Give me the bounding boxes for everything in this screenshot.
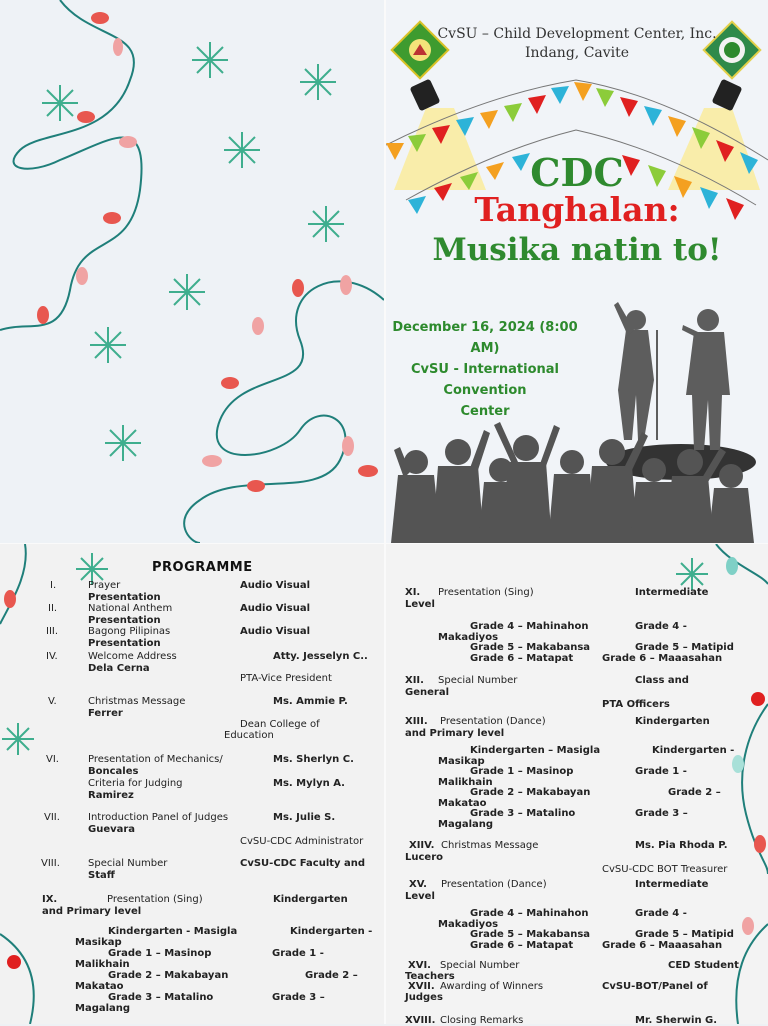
programme-section: Grade 2 – Makabayan	[470, 787, 591, 798]
programme-section-name: Malikhain	[438, 777, 493, 788]
venue-line-1: CvSU - International	[410, 362, 560, 377]
programme-presenter-cont: Presentation	[88, 592, 161, 603]
programme-number: XI.	[405, 587, 421, 598]
programme-presenter-role: CvSU-CDC BOT Treasurer	[602, 864, 728, 875]
programme-presenter: CED Student	[668, 960, 739, 971]
programme-section-right: Kindergarten -	[652, 745, 735, 756]
programme-number: I.	[50, 580, 57, 591]
programme-item: Presentation (Sing)	[107, 894, 203, 905]
programme-presenter: Kindergarten	[635, 716, 710, 727]
programme-section: Kindergarten - Masigla	[108, 926, 238, 937]
programme-number: V.	[48, 696, 57, 707]
programme-presenter-role-cont: Education	[224, 730, 274, 741]
programme-item: Special Number	[440, 960, 520, 971]
programme-presenter-role: PTA-Vice President	[240, 673, 332, 684]
programme-presenter: Atty. Jesselyn C..	[273, 651, 368, 662]
programme-number: XV.	[409, 879, 427, 890]
programme-presenter-cont: Guevara	[88, 824, 136, 835]
programme-section: Kindergarten – Masigla	[470, 745, 601, 756]
programme-presenter-cont: Level	[405, 891, 435, 902]
programme-number: XIII.	[405, 716, 428, 727]
programme-section-right: Grade 4 -	[635, 621, 687, 632]
programme-number: XVIII.	[405, 1015, 436, 1026]
programme-item: Bagong Pilipinas	[88, 626, 171, 637]
programme-item: Welcome Address	[88, 651, 177, 662]
programme-section-right: Grade 1 -	[272, 948, 324, 959]
snowflake-icon	[676, 558, 708, 590]
cover-back-panel	[0, 0, 384, 543]
programme-section-right: Grade 5 – Matipid	[635, 929, 734, 940]
panel-divider-horizontal	[0, 543, 768, 544]
programme-section-right: Kindergarten -	[290, 926, 373, 937]
programme-presenter: Audio Visual	[240, 603, 311, 614]
programme-heading: PROGRAMME	[152, 560, 253, 575]
programme-item: Presentation (Sing)	[438, 587, 534, 598]
programme-presenter-cont: Dela Cerna	[88, 663, 150, 674]
programme-section-right: Grade 4 -	[635, 908, 687, 919]
christmas-lights-garland	[0, 0, 384, 543]
programme-presenter-cont: Presentation	[88, 638, 161, 649]
programme-section-name: Masikap	[438, 756, 485, 767]
programme-number: XVII.	[408, 981, 435, 992]
programme-presenter-cont: Presentation	[88, 615, 161, 626]
school-name	[386, 25, 768, 63]
programme-section-name: Makadiyos	[438, 919, 499, 930]
programme-presenter-cont: Judges	[405, 992, 443, 1003]
programme-section: Grade 4 – Mahinahon	[470, 908, 589, 919]
programme-section-right: Grade 5 – Matipid	[635, 642, 734, 653]
programme-item: Presentation (Dance)	[440, 716, 546, 727]
programme-presenter-cont: Level	[405, 599, 435, 610]
programme-number: III.	[46, 626, 59, 637]
programme-presenter: Class and	[635, 675, 689, 686]
programme-presenter-cont: and Primary level	[42, 906, 142, 917]
programme-presenter: Audio Visual	[240, 580, 311, 591]
programme-item: Criteria for Judging	[88, 778, 183, 789]
programme-presenter-role: PTA Officers	[602, 699, 670, 710]
programme-section-name: Malikhain	[75, 959, 130, 970]
programme-section: Grade 6 – Matapat	[470, 653, 574, 664]
programme-presenter-cont: Ferrer	[88, 708, 123, 719]
programme-section-name: Magalang	[438, 819, 494, 830]
programme-section: Grade 3 – Matalino	[470, 808, 576, 819]
title-cdc: CDC	[530, 150, 624, 195]
programme-presenter-cont: Boncales	[88, 766, 139, 777]
programme-number: XVI.	[408, 960, 431, 971]
snowflake-icon	[42, 42, 344, 461]
programme-item: Closing Remarks	[440, 1015, 524, 1026]
programme-section-right: Grade 2 –	[305, 970, 358, 981]
programme-presenter: Ms. Ammie P.	[273, 696, 348, 707]
venue-line-3: Center	[460, 404, 510, 419]
programme-section-right: Grade 6 – Maaasahan	[602, 653, 723, 664]
programme-presenter-role: Dean College of	[240, 719, 320, 730]
programme-number: II.	[48, 603, 58, 614]
programme-presenter: Kindergarten	[273, 894, 348, 905]
panel-divider-vertical	[384, 0, 386, 1024]
programme-section-right: Grade 3 –	[272, 992, 325, 1003]
programme-item: Introduction Panel of Judges	[88, 812, 229, 823]
title-tanghalan: Tanghalan:	[474, 190, 680, 229]
programme-item: Special Number	[438, 675, 518, 686]
programme-section-name: Makatao	[438, 798, 487, 809]
programme-item: Prayer	[88, 580, 121, 591]
programme-presenter: CvSU-BOT/Panel of	[602, 981, 708, 992]
event-details	[386, 317, 584, 422]
programme-number: XII.	[405, 675, 424, 686]
programme-presenter-cont: General	[405, 687, 449, 698]
programme-number: VI.	[46, 754, 59, 765]
programme-presenter-role: CvSU-CDC Administrator	[240, 836, 364, 847]
programme-section: Grade 1 – Masinop	[108, 948, 212, 959]
programme-presenter: Ms. Pia Rhoda P.	[635, 840, 728, 851]
programme-section-right: Grade 1 -	[635, 766, 687, 777]
programme-presenter: Audio Visual	[240, 626, 311, 637]
programme-presenter-cont: and Primary level	[405, 728, 505, 739]
programme-presenter-cont: Teachers	[405, 971, 455, 982]
school-line-1: CvSU – Child Development Center, Inc.	[437, 26, 717, 42]
programme-presenter-cont: Ramirez	[88, 790, 134, 801]
programme-presenter: Ms. Sherlyn C.	[273, 754, 354, 765]
programme-number: IX.	[42, 894, 58, 905]
programme-presenter-cont: Staff	[88, 870, 115, 881]
programme-item: Presentation of Mechanics/	[88, 754, 223, 765]
programme-section-right: Grade 6 – Maaasahan	[602, 940, 723, 951]
programme-section: Grade 2 – Makabayan	[108, 970, 229, 981]
programme-item: Awarding of Winners	[440, 981, 544, 992]
programme-presenter: CvSU-CDC Faculty and	[240, 858, 366, 869]
programme-item: Special Number	[88, 858, 168, 869]
venue-line-2: Convention	[443, 383, 527, 398]
programme-section-name: Magalang	[75, 1003, 131, 1014]
programme-section: Grade 5 – Makabansa	[470, 642, 591, 653]
cover-panel	[386, 0, 768, 543]
programme-section-right: Grade 2 –	[668, 787, 721, 798]
programme-presenter: Intermediate	[635, 587, 709, 598]
programme-item: Christmas Message	[441, 840, 539, 851]
programme-item: National Anthem	[88, 603, 173, 614]
programme-number: XIIV.	[409, 840, 435, 851]
programme-section: Grade 1 – Masinop	[470, 766, 574, 777]
programme-section-name: Makatao	[75, 981, 124, 992]
event-date: December 16, 2024 (8:00 AM)	[392, 320, 578, 356]
programme-presenter: Ms. Julie S.	[273, 812, 336, 823]
programme-presenter: Ms. Mylyn A.	[273, 778, 345, 789]
title-musika: Musika natin to!	[432, 232, 722, 268]
programme-section-name: Masikap	[75, 937, 122, 948]
programme-number: VII.	[44, 812, 60, 823]
programme-item: Presentation (Dance)	[441, 879, 547, 890]
programme-section-name: Makadiyos	[438, 632, 499, 643]
programme-item: Christmas Message	[88, 696, 186, 707]
programme-number: IV.	[46, 651, 58, 662]
programme-presenter: Mr. Sherwin G.	[635, 1015, 718, 1026]
programme-section-right: Grade 3 –	[635, 808, 688, 819]
programme-section: Grade 3 – Matalino	[108, 992, 214, 1003]
programme-presenter: Intermediate	[635, 879, 709, 890]
programme-section: Grade 6 – Matapat	[470, 940, 574, 951]
programme-number: VIII.	[41, 858, 60, 869]
programme-presenter-cont: Lucero	[405, 852, 444, 863]
programme-section: Grade 4 – Mahinahon	[470, 621, 589, 632]
programme-section: Grade 5 – Makabansa	[470, 929, 591, 940]
school-line-2: Indang, Cavite	[524, 45, 630, 61]
